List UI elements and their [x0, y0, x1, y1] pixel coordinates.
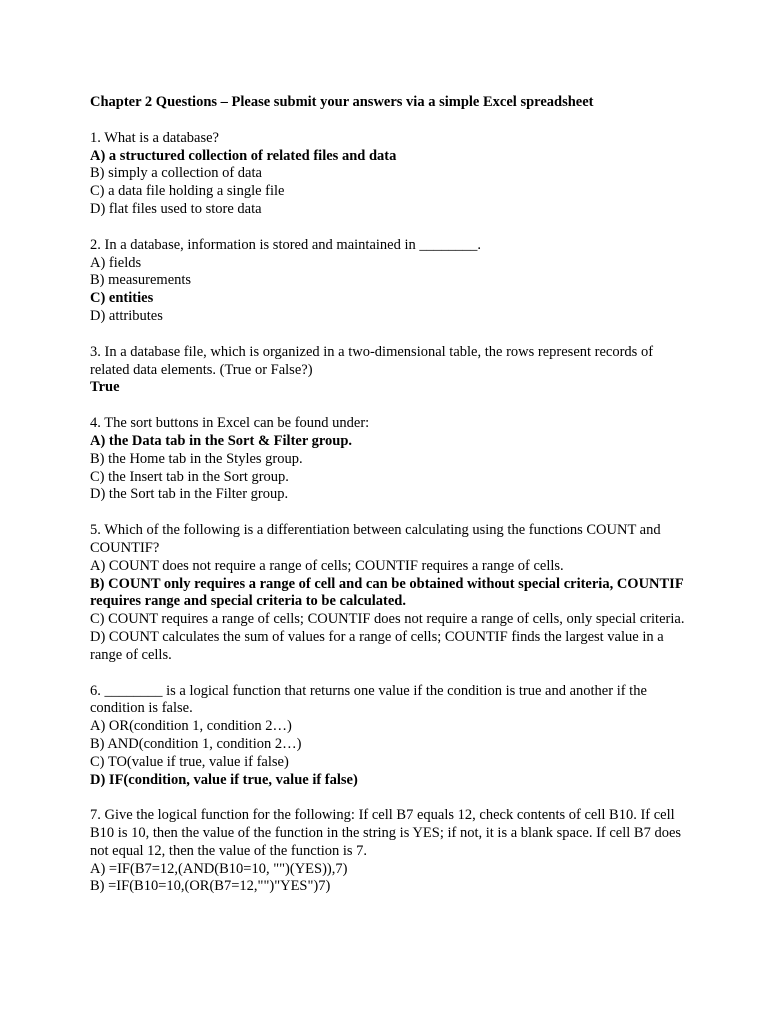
answer-option: B) =IF(B10=10,(OR(B7=12,"")"YES")7): [90, 878, 331, 895]
question-4: [90, 415, 690, 504]
answer-option: C) COUNT requires a range of cells; COUNTIF does not require a range of cells, only special criteria.: [90, 611, 685, 628]
question-5: [90, 522, 690, 664]
question-text: 3. In a database file, which is organized in a two-dimensional table, the rows represent records of related data elements. (True or False?): [90, 343, 654, 378]
answer-option: B) the Home tab in the Styles group.: [90, 450, 303, 467]
answer-option-correct: True: [90, 379, 120, 396]
question-2: [90, 237, 690, 326]
answer-option: C) a data file holding a single file: [90, 183, 285, 200]
answer-option: A) COUNT does not require a range of cells; COUNTIF requires a range of cells.: [90, 557, 564, 574]
answer-option: D) COUNT calculates the sum of values for a range of cells; COUNTIF finds the largest value in a range of cells.: [90, 628, 664, 663]
document-page: [90, 94, 690, 914]
question-text: 1. What is a database?: [90, 129, 219, 146]
question-text: 2. In a database, information is stored and maintained in ________.: [90, 236, 482, 253]
answer-option-correct: B) COUNT only requires a range of cell and can be obtained without special criteria, COUNTIF requires range and special criteria to be calculated.: [90, 575, 684, 610]
answer-option: C) TO(value if true, value if false): [90, 753, 289, 770]
answer-option-correct: A) a structured collection of related files and data: [90, 147, 397, 164]
answer-option: A) OR(condition 1, condition 2…): [90, 718, 292, 735]
answer-option: D) the Sort tab in the Filter group.: [90, 486, 289, 503]
question-text: 7. Give the logical function for the following: If cell B7 equals 12, check contents of cell B10. If cell B10 is 10, then the value of the function in the string is YES; if not, it is a blank space. If cell B7 does not equal 12, then the value of the function is 7.: [90, 807, 682, 859]
question-1: [90, 130, 690, 219]
answer-option: C) the Insert tab in the Sort group.: [90, 468, 289, 485]
answer-option-correct: C) entities: [90, 290, 154, 307]
question-3: [90, 344, 690, 397]
question-text: 6. ________ is a logical function that returns one value if the condition is true and another if the condition is false.: [90, 682, 647, 717]
answer-option: D) flat files used to store data: [90, 200, 262, 217]
answer-option: A) fields: [90, 254, 142, 271]
answer-option-correct: D) IF(condition, value if true, value if false): [90, 771, 358, 788]
question-text: 5. Which of the following is a differentiation between calculating using the functions COUNT and COUNTIF?: [90, 522, 661, 556]
answer-option: B) simply a collection of data: [90, 165, 262, 182]
question-7: [90, 807, 690, 896]
question-6: [90, 683, 690, 790]
answer-option: A) =IF(B7=12,(AND(B10=10, "")(YES)),7): [90, 860, 348, 877]
answer-option: D) attributes: [90, 307, 163, 324]
answer-option-correct: A) the Data tab in the Sort & Filter group.: [90, 432, 353, 449]
answer-option: B) measurements: [90, 272, 192, 289]
answer-option: B) AND(condition 1, condition 2…): [90, 735, 302, 752]
document-title: Chapter 2 Questions – Please submit your answers via a simple Excel spreadsheet: [90, 94, 594, 110]
question-text: 4. The sort buttons in Excel can be found under:: [90, 415, 370, 432]
